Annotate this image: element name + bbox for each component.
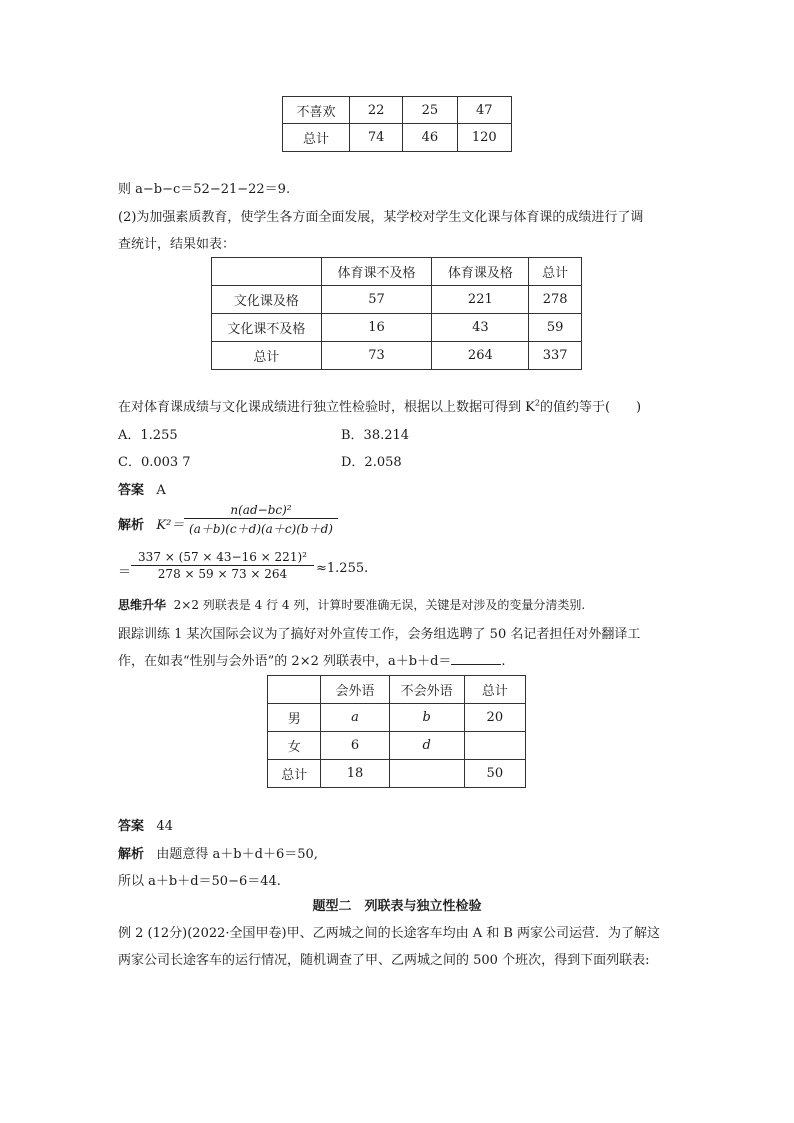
table-cell: 264 — [432, 342, 529, 370]
table-cell: 43 — [432, 314, 529, 342]
practice-analysis-line1: 解析 由题意得 a＋b＋d＋6＝50, — [118, 847, 318, 862]
table-cell: 不会外语 — [389, 676, 464, 704]
formula-denominator: (a＋b)(c＋d)(a＋c)(b＋d) — [189, 522, 333, 536]
practice-label: 跟踪训练 1 — [118, 627, 183, 642]
table-row — [268, 676, 526, 704]
table-cell: 221 — [432, 286, 529, 314]
table-cell — [464, 732, 525, 760]
table-cell: 20 — [464, 704, 525, 732]
table-cell: 57 — [321, 286, 432, 314]
example2-line1: 例 2 (12分)(2022·全国甲卷)甲、乙两城之间的长途客车均由 A 和 B 两家公司运营．为了解这 — [118, 926, 661, 941]
calc-numerator: 337 × (57 × 43−16 × 221)² — [138, 550, 307, 564]
example2-line2: 两家公司长途客车的运行情况，随机调查了甲、乙两城之间的 500 个班次，得到下面列联表: — [118, 953, 650, 968]
formula-fraction — [184, 503, 338, 537]
table-cell: b — [389, 704, 464, 732]
table-cell — [212, 258, 322, 286]
calc-denominator: 278 × 59 × 73 × 264 — [157, 567, 288, 581]
table-cell: 不喜欢 — [283, 97, 350, 124]
answer-label: 答案 — [118, 483, 145, 498]
section-title: 题型二 列联表与独立性检验 — [312, 899, 482, 914]
table-cell — [389, 760, 464, 788]
analysis-label: 解析 — [118, 518, 145, 533]
table-row — [268, 704, 526, 732]
table-row — [212, 286, 582, 314]
table-cell: 18 — [321, 760, 389, 788]
table-row — [268, 732, 526, 760]
table-cell: 50 — [464, 760, 525, 788]
table-cell: 59 — [529, 314, 582, 342]
analysis-label-line — [118, 514, 184, 533]
table-cell: 会外语 — [321, 676, 389, 704]
answer-value: A — [156, 483, 166, 498]
option-a: A．1.255 — [118, 428, 178, 443]
table-row — [212, 314, 582, 342]
table-row — [268, 760, 526, 788]
table-cell: 337 — [529, 342, 582, 370]
table-cell — [268, 676, 321, 704]
formula-numerator: n(ad−bc)² — [230, 503, 292, 517]
table-cell: 体育课不及格 — [321, 258, 432, 286]
table-cell: 6 — [321, 732, 389, 760]
text-line: 查统计，结果如表： — [118, 237, 236, 252]
option-c: C．0.003 7 — [118, 455, 191, 470]
practice-answer-line — [118, 815, 173, 834]
table-cell: 120 — [457, 124, 511, 152]
table-row — [212, 342, 582, 370]
table-grades — [211, 257, 582, 370]
table-cell: 体育课及格 — [432, 258, 529, 286]
practice-analysis-line2: 所以 a＋b＋d＝50−6＝44. — [118, 874, 281, 889]
question-text: 在对体育课成绩与文化课成绩进行独立性检验时，根据以上数据可得到 $K^2$的值约等于( ) — [118, 398, 642, 415]
table-gender-language — [267, 675, 526, 788]
table-cell: 总计 — [268, 760, 321, 788]
calc-fraction — [131, 550, 314, 581]
k2-label: K²＝ — [156, 518, 185, 533]
table-row — [283, 124, 512, 152]
table-cell: 73 — [321, 342, 432, 370]
answer-line — [118, 479, 166, 498]
thinking-label: 思维升华 — [118, 598, 167, 612]
text-line: (2)为加强素质教育，使学生各方面全面发展，某学校对学生文化课与体育课的成绩进行了调 — [118, 210, 644, 225]
answer-value: 44 — [156, 819, 173, 834]
practice-line1: 跟踪训练 1 某次国际会议为了搞好对外宣传工作，会务组选聘了 50 名记者担任对外翻译工 — [118, 627, 641, 642]
answer-label: 答案 — [118, 819, 145, 834]
table-cell: 总计 — [464, 676, 525, 704]
table-row — [212, 258, 582, 286]
table-cell: 文化课不及格 — [212, 314, 322, 342]
table-cell: d — [389, 732, 464, 760]
eq-prefix: ＝ — [118, 565, 132, 580]
option-b: B．38.214 — [341, 428, 410, 443]
table-cell: 278 — [529, 286, 582, 314]
analysis-label: 解析 — [118, 847, 145, 862]
table-cell: 74 — [349, 124, 402, 152]
table-cell: 男 — [268, 704, 321, 732]
table-cell: 25 — [403, 97, 457, 124]
table-row — [283, 97, 512, 124]
practice-line2: 作，在如表“性别与会外语”的 2×2 列联表中，a＋b＋d＝ . — [118, 654, 506, 669]
answer-blank — [451, 652, 501, 665]
thinking-line — [118, 596, 585, 613]
table-top — [282, 96, 512, 152]
table-cell: 总计 — [212, 342, 322, 370]
table-cell: 文化课及格 — [212, 286, 322, 314]
table-cell: 总计 — [529, 258, 582, 286]
table-cell: 22 — [349, 97, 402, 124]
table-cell: 女 — [268, 732, 321, 760]
thinking-text: 2×2 列联表是 4 行 4 列，计算时要准确无误，关键是对涉及的变量分清类别. — [173, 598, 586, 612]
table-cell: 46 — [403, 124, 457, 152]
table-cell: 总计 — [283, 124, 350, 152]
calc-result: ≈1.255. — [316, 561, 369, 576]
option-d: D．2.058 — [341, 455, 402, 470]
table-cell: a — [321, 704, 389, 732]
text-line: 则 a−b−c＝52−21−22＝9. — [118, 182, 291, 197]
table-cell: 47 — [457, 97, 511, 124]
table-cell: 16 — [321, 314, 432, 342]
